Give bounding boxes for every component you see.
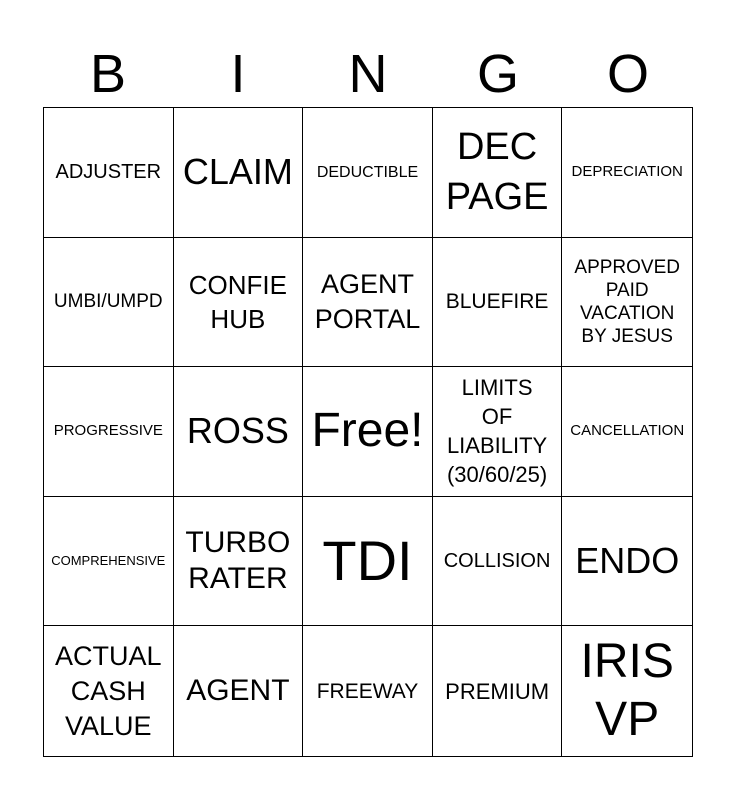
bingo-cell[interactable]	[562, 367, 692, 497]
bingo-board	[43, 107, 693, 757]
bingo-cell[interactable]	[174, 497, 304, 627]
cell-text: ROSS	[186, 410, 289, 452]
bingo-cell[interactable]	[303, 238, 433, 368]
cell-text: ADJUSTER	[55, 160, 162, 183]
cell-text: Free!	[311, 404, 424, 458]
bingo-cell[interactable]	[303, 497, 433, 627]
cell-text: COMPREHENSIVE	[51, 553, 166, 569]
bingo-cell[interactable]	[44, 367, 174, 497]
bingo-cell[interactable]	[433, 626, 563, 756]
cell-text: TDI	[322, 529, 413, 593]
cell-text: AGENT	[186, 674, 290, 708]
cell-text: PREMIUM	[445, 678, 550, 704]
cell-text: CONFIE HUB	[188, 269, 287, 334]
cell-text: UMBI/UMPD	[53, 291, 163, 313]
cell-text: COLLISION	[443, 549, 551, 572]
bingo-cell[interactable]	[433, 367, 563, 497]
bingo-cell[interactable]	[44, 238, 174, 368]
header-letter-n: N	[348, 44, 388, 104]
cell-text: DEDUCTIBLE	[316, 163, 419, 181]
cell-text: CANCELLATION	[570, 422, 685, 440]
bingo-header	[43, 40, 693, 108]
cell-text: AGENT PORTAL	[314, 268, 421, 334]
bingo-cell[interactable]	[44, 626, 174, 756]
bingo-cell[interactable]	[562, 626, 692, 756]
bingo-cell[interactable]	[174, 108, 304, 238]
bingo-cell[interactable]	[433, 497, 563, 627]
cell-text: LIMITS OF LIABILITY (30/60/25)	[446, 375, 548, 488]
bingo-cell[interactable]	[174, 238, 304, 368]
header-letter-o: O	[606, 44, 649, 104]
cell-text: IRIS VP	[580, 635, 674, 747]
cell-text: APPROVED PAID VACATION BY JESUS	[574, 256, 680, 347]
bingo-cell[interactable]	[303, 108, 433, 238]
header-letter-b: B	[89, 44, 127, 104]
cell-text: DEPRECIATION	[571, 163, 683, 181]
bingo-cell[interactable]	[303, 626, 433, 756]
bingo-cell[interactable]	[562, 238, 692, 368]
bingo-cell[interactable]	[433, 108, 563, 238]
bingo-cell[interactable]	[562, 108, 692, 238]
header-letter-g: G	[476, 44, 519, 104]
bingo-cell[interactable]	[562, 497, 692, 627]
bingo-cell[interactable]	[174, 626, 304, 756]
bingo-cell[interactable]	[44, 108, 174, 238]
header-letter-i: I	[230, 44, 246, 104]
bingo-cell[interactable]	[44, 497, 174, 627]
cell-text: DEC PAGE	[445, 126, 549, 219]
bingo-cell[interactable]	[433, 238, 563, 368]
cell-text: CLAIM	[182, 151, 293, 193]
cell-text: ACTUAL CASH VALUE	[55, 640, 162, 741]
cell-text: FREEWAY	[316, 679, 419, 703]
bingo-cell[interactable]	[174, 367, 304, 497]
cell-text: ENDO	[575, 540, 680, 582]
cell-text: PROGRESSIVE	[53, 422, 163, 440]
bingo-cell[interactable]	[303, 367, 433, 497]
cell-text: TURBO RATER	[185, 526, 291, 596]
cell-text: BLUEFIRE	[445, 290, 549, 314]
